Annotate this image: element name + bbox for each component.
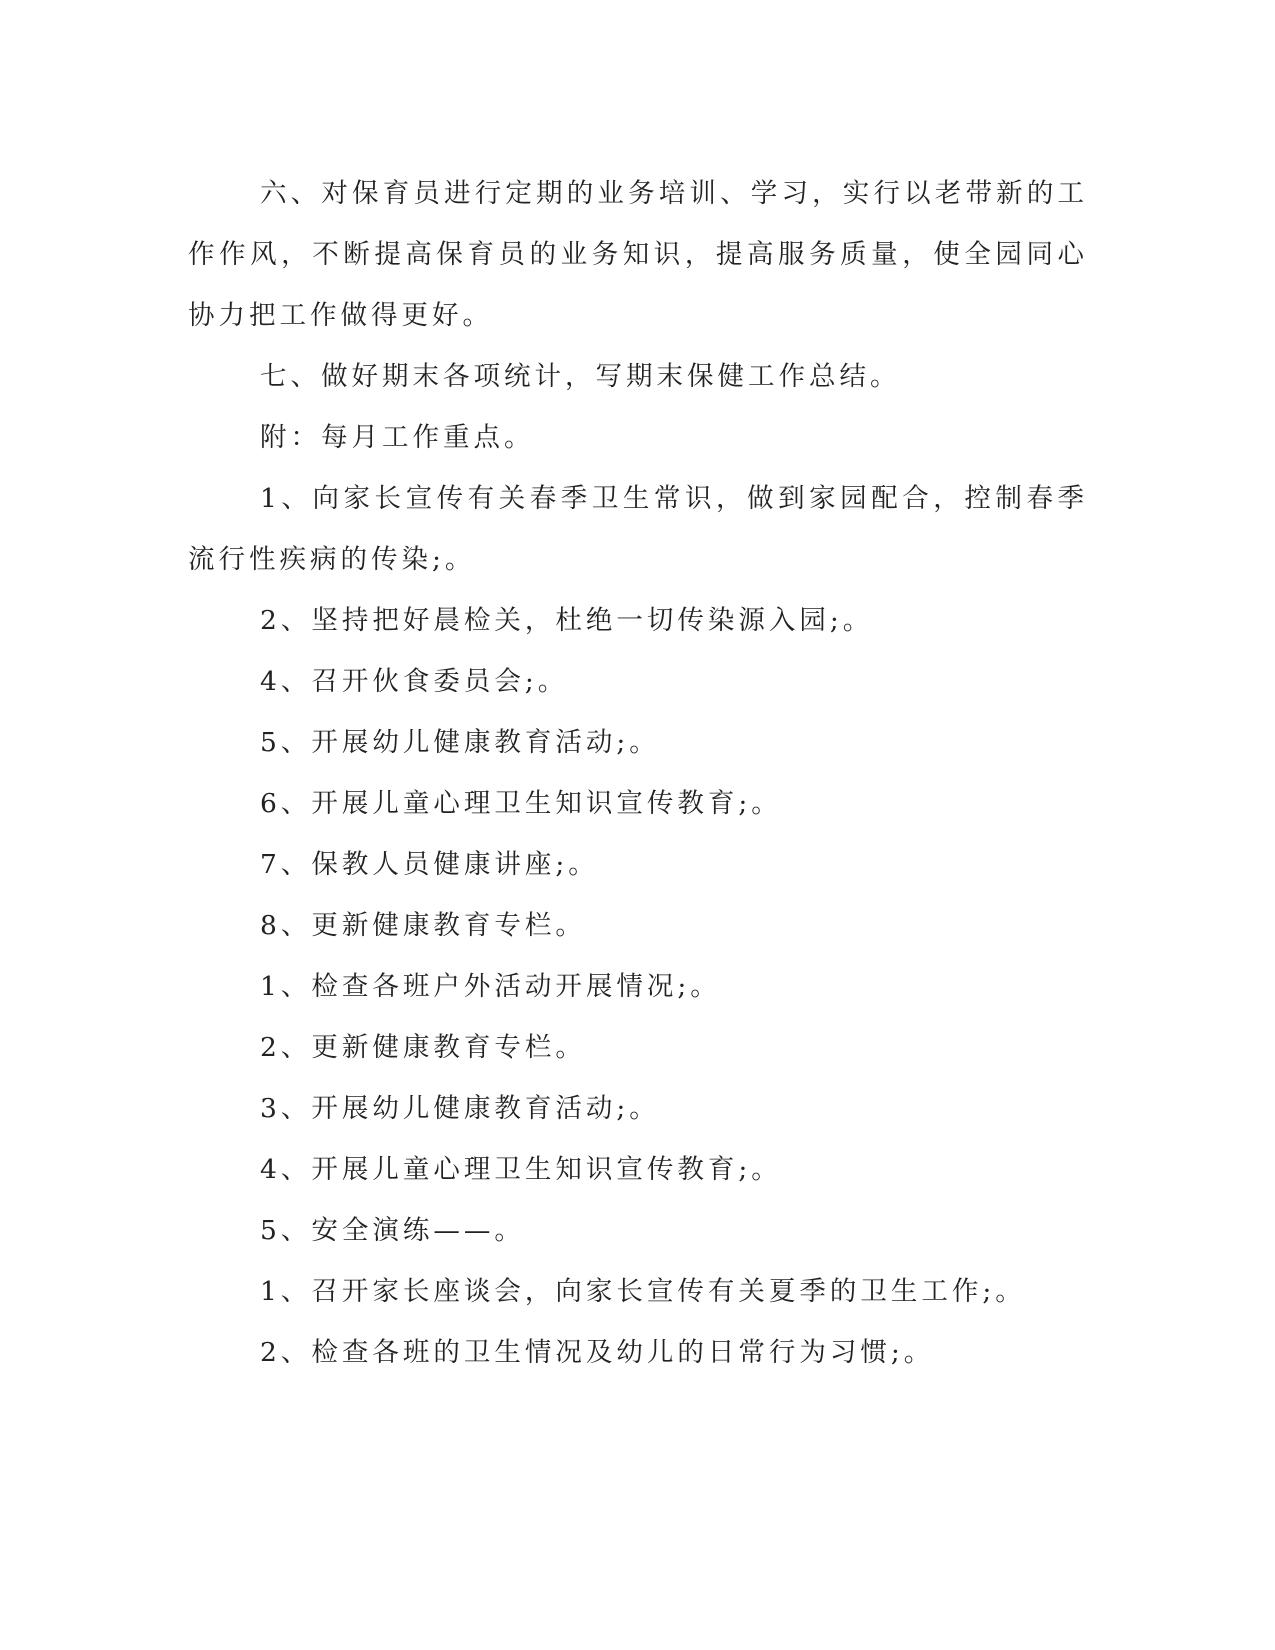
paragraph-list-item: 1、检查各班户外活动开展情况;。 — [260, 971, 721, 1002]
paragraph-list-item: 1、向家长宣传有关春季卫生常识，做到家园配合，控制春季流行性疾病的传染;。 — [188, 483, 1088, 575]
paragraph-list-item: 4、开展儿童心理卫生知识宣传教育;。 — [260, 1154, 782, 1185]
paragraph-list-item: 7、保教人员健康讲座;。 — [260, 849, 599, 880]
paragraph-list-item: 8、更新健康教育专栏。 — [260, 910, 586, 941]
paragraph-list-item: 2、检查各班的卫生情况及幼儿的日常行为习惯;。 — [260, 1337, 935, 1368]
paragraph-list-item: 2、更新健康教育专栏。 — [260, 1032, 586, 1063]
paragraph-list-item: 6、开展儿童心理卫生知识宣传教育;。 — [260, 788, 782, 819]
paragraph-list-item: 1、召开家长座谈会，向家长宣传有关夏季的卫生工作;。 — [260, 1276, 1026, 1307]
paragraph-list-item: 3、开展幼儿健康教育活动;。 — [260, 1093, 660, 1124]
paragraph-item-7-statistics: 七、做好期末各项统计，写期末保健工作总结。 — [260, 361, 901, 392]
paragraph-list-item: 4、召开伙食委员会;。 — [260, 666, 569, 697]
paragraph-item-6-training: 六、对保育员进行定期的业务培训、学习，实行以老带新的工作作风，不断提高保育员的业务知识，提高服务质量，使全园同心协力把工作做得更好。 — [188, 178, 1088, 331]
document-body — [188, 163, 1088, 1383]
paragraph-appendix-heading: 附：每月工作重点。 — [260, 422, 535, 453]
paragraph-list-item: 5、安全演练——。 — [260, 1215, 525, 1246]
paragraph-list-item: 5、开展幼儿健康教育活动;。 — [260, 727, 660, 758]
paragraph-list-item: 2、坚持把好晨检关，杜绝一切传染源入园;。 — [260, 605, 874, 636]
